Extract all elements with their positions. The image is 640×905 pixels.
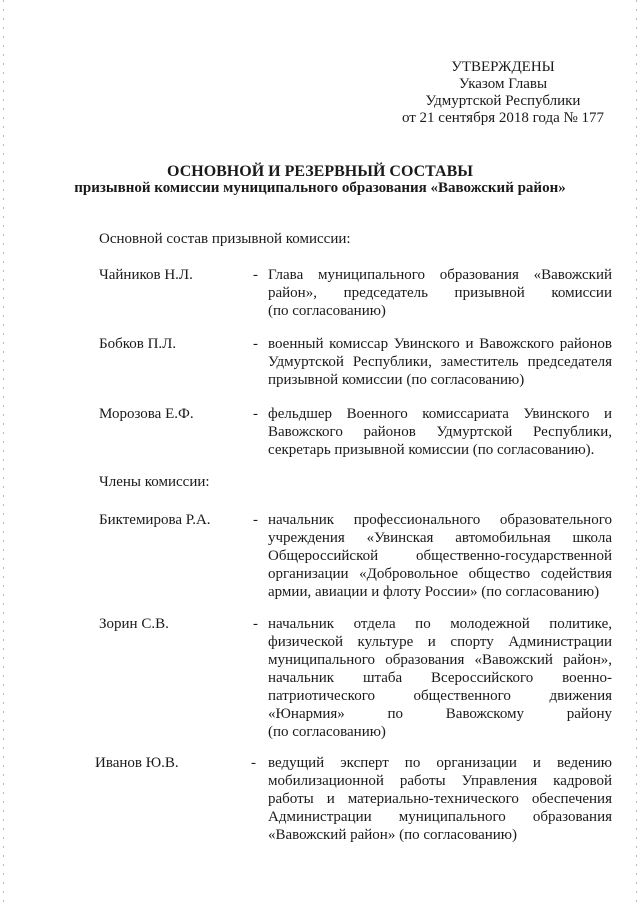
role-line: «Вавожский район» (по согласованию): [268, 827, 517, 843]
member-dash: -: [253, 336, 258, 352]
role-line: секретарь призывной комиссии (по согласованию).: [268, 442, 595, 458]
role-line: начальник отдела по молодежной политике,: [268, 616, 612, 632]
role-line: ведущий эксперт по организации и ведению: [268, 755, 612, 771]
member-name: Чайников Н.Л.: [99, 267, 193, 283]
member-dash: -: [253, 267, 258, 283]
role-line: армии, авиации и флоту России» (по согласованию): [268, 584, 600, 600]
role-line: физической культуре и спорту Администрации: [268, 634, 612, 650]
member-role: [268, 405, 612, 459]
role-line: мобилизационной работы Управления кадровой: [268, 773, 612, 789]
role-line: учреждения «Увинская автомобильная школа: [268, 530, 612, 546]
scan-edge-right: [636, 0, 637, 905]
approval-line-4: от 21 сентября 2018 года № 177: [401, 110, 605, 126]
role-line: патриотического общественного движения: [268, 688, 612, 704]
member-name: Биктемирова Р.А.: [99, 512, 211, 528]
role-line: начальник профессионального образовательного: [268, 512, 612, 528]
document-subtitle: призывной комиссии муниципального образования «Вавожский район»: [74, 180, 566, 196]
role-line: Общероссийской общественно-государственной: [268, 548, 612, 564]
member-role: [268, 615, 612, 741]
member-dash: -: [253, 512, 258, 528]
members-label: Члены комиссии:: [99, 474, 210, 490]
member-role: [268, 754, 612, 844]
member-dash: -: [253, 406, 258, 422]
main-composition-label: Основной состав призывной комиссии:: [99, 231, 351, 247]
member-name: Бобков П.Л.: [99, 336, 177, 352]
role-line: организации «Добровольное общество содействия: [268, 566, 612, 582]
member-name: Морозова Е.Ф.: [99, 406, 194, 422]
role-line: муниципального образования «Вавожский район»,: [268, 652, 612, 668]
role-line: Администрации муниципального образования: [268, 809, 612, 825]
member-role: [268, 511, 612, 601]
role-line: начальник штаба Всероссийского военно-: [268, 670, 612, 686]
role-line: военный комиссар Увинского и Вавожского районов: [268, 336, 612, 352]
approval-line-1: УТВЕРЖДЕНЫ: [451, 59, 555, 75]
approval-block: [388, 59, 618, 127]
member-dash: -: [251, 755, 256, 771]
approval-line-3: Удмуртской Республики: [425, 93, 581, 109]
member-role: [268, 266, 612, 320]
role-line: Глава муниципального образования «Вавожский: [268, 267, 612, 283]
role-line: Вавожского районов Удмуртской Республики,: [268, 424, 612, 440]
member-name: Иванов Ю.В.: [95, 755, 179, 771]
role-line: (по согласованию): [268, 303, 386, 319]
member-role: [268, 335, 612, 389]
role-line: фельдшер Военного комиссариата Увинского и: [268, 406, 612, 422]
document-title: ОСНОВНОЙ И РЕЗЕРВНЫЙ СОСТАВЫ: [167, 163, 473, 180]
role-line: «Юнармия» по Вавожскому району: [268, 706, 612, 722]
approval-line-2: Указом Главы: [458, 76, 548, 92]
member-name: Зорин С.В.: [99, 616, 169, 632]
role-line: Удмуртской Республики, заместитель председателя: [268, 354, 612, 370]
role-line: район», председатель призывной комиссии: [268, 285, 612, 301]
role-line: (по согласованию): [268, 724, 386, 740]
role-line: призывной комиссии (по согласованию): [268, 372, 525, 388]
role-line: работы и материально-технического обеспечения: [268, 791, 612, 807]
member-dash: -: [253, 616, 258, 632]
scan-edge-left: [3, 0, 4, 905]
